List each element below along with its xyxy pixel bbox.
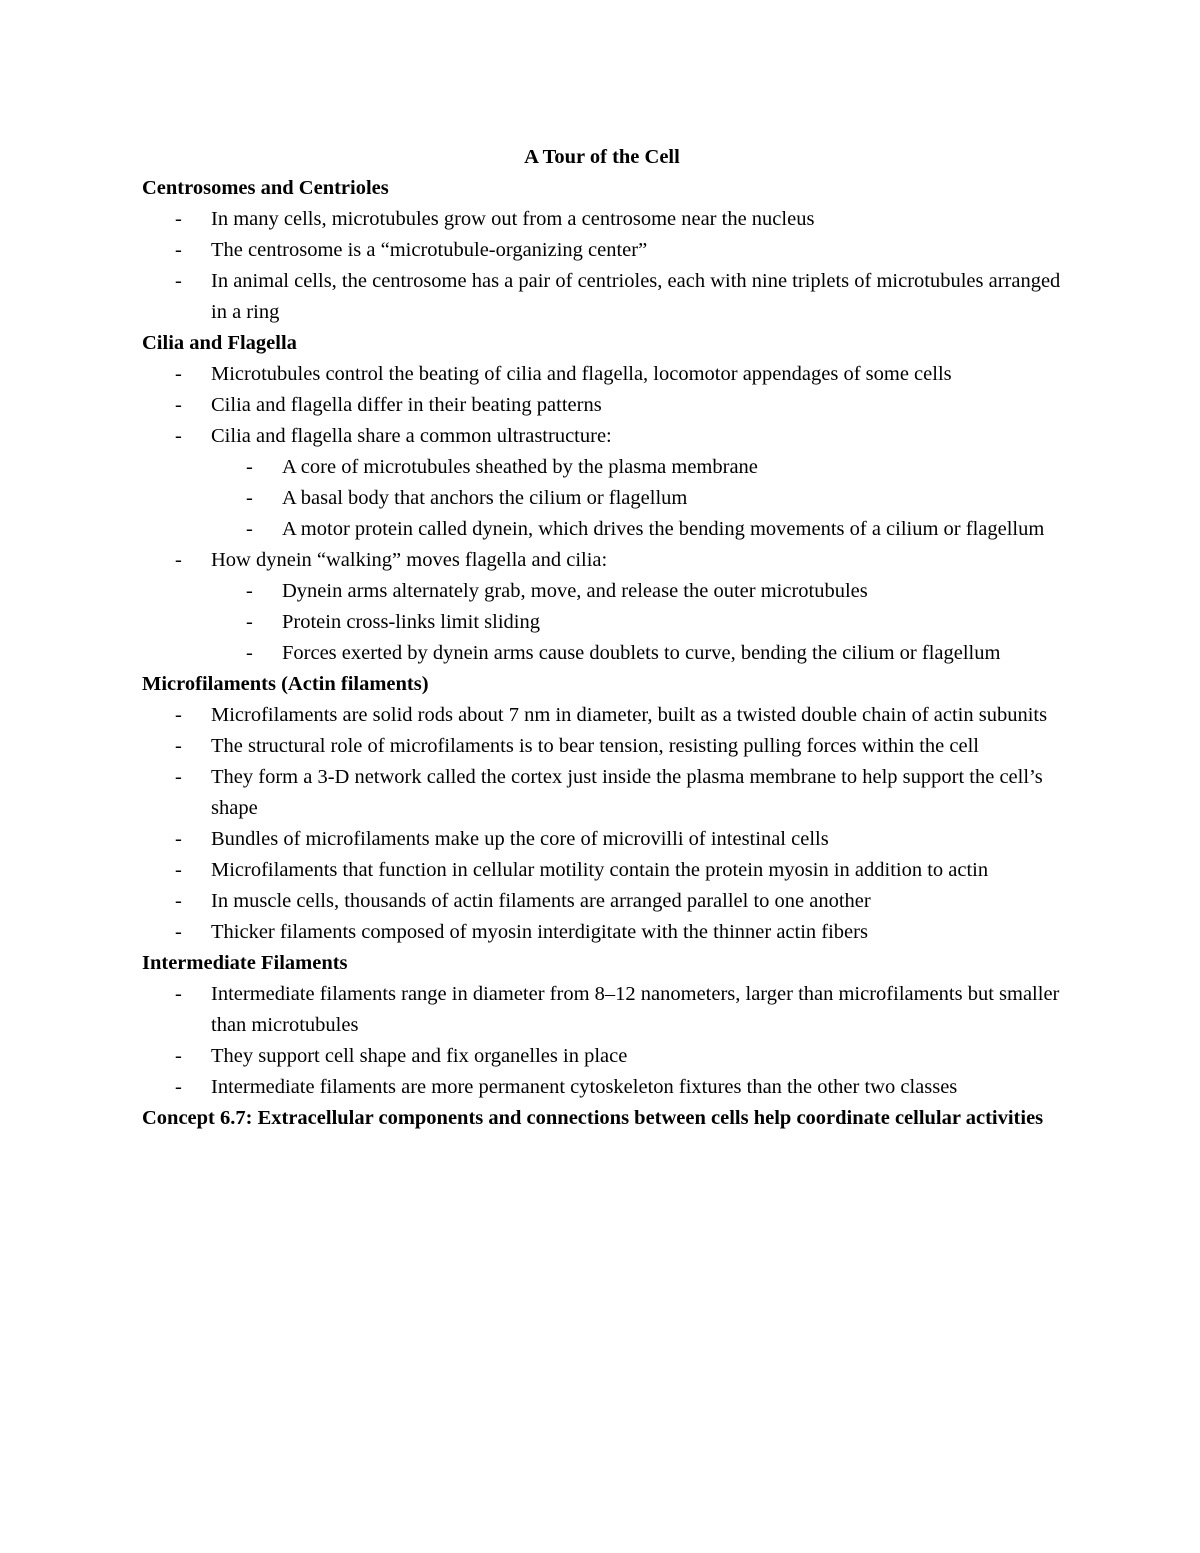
- section-heading: Intermediate Filaments: [142, 952, 348, 974]
- bullet-list: [142, 700, 1062, 948]
- list-item-text: In muscle cells, thousands of actin filaments are arranged parallel to one another: [211, 890, 871, 912]
- bullet-list: [142, 359, 1062, 669]
- dash-bullet-icon: [175, 421, 182, 452]
- sub-list-item-text: Dynein arms alternately grab, move, and release the outer microtubules: [282, 580, 868, 602]
- list-item-text: Cilia and flagella differ in their beating patterns: [211, 394, 602, 416]
- section: [142, 948, 1062, 1103]
- list-item: [142, 917, 1062, 948]
- sub-list-item-text: A basal body that anchors the cilium or flagellum: [282, 487, 688, 509]
- list-item: [142, 235, 1062, 266]
- list-item-text: The centrosome is a “microtubule-organizing center”: [211, 239, 648, 261]
- sub-list-item: [211, 607, 1062, 638]
- dash-bullet-icon: [175, 700, 182, 731]
- list-item: [142, 762, 1062, 824]
- list-item-text: How dynein “walking” moves flagella and cilia:: [211, 549, 608, 571]
- section-heading: Microfilaments (Actin filaments): [142, 673, 429, 695]
- dash-bullet-icon: [175, 824, 182, 855]
- list-item: [142, 421, 1062, 545]
- dash-bullet-icon: [175, 731, 182, 762]
- dash-bullet-icon: [175, 979, 182, 1010]
- list-item-text: Microfilaments are solid rods about 7 nm in diameter, built as a twisted double chain of actin subunits: [211, 704, 1048, 726]
- list-item-text: In many cells, microtubules grow out from a centrosome near the nucleus: [211, 208, 815, 230]
- document-title: A Tour of the Cell: [524, 146, 680, 168]
- section: [142, 173, 1062, 328]
- list-item-text: Cilia and flagella share a common ultrastructure:: [211, 425, 612, 447]
- document-body: [142, 173, 1062, 1134]
- dash-bullet-icon: [175, 886, 182, 917]
- list-item: [142, 979, 1062, 1041]
- dash-bullet-icon: [246, 483, 253, 514]
- section-heading: Centrosomes and Centrioles: [142, 177, 389, 199]
- bullet-list: [142, 979, 1062, 1103]
- sub-list-item: [211, 576, 1062, 607]
- list-item-text: Intermediate filaments are more permanent cytoskeleton fixtures than the other two classes: [211, 1076, 958, 1098]
- list-item: [142, 731, 1062, 762]
- dash-bullet-icon: [175, 390, 182, 421]
- dash-bullet-icon: [175, 917, 182, 948]
- sub-list-item-text: A motor protein called dynein, which drives the bending movements of a cilium or flagellum: [282, 518, 1045, 540]
- dash-bullet-icon: [175, 1072, 182, 1103]
- list-item-text: They form a 3-D network called the cortex just inside the plasma membrane to help support the cell’s shape: [211, 766, 1043, 819]
- dash-bullet-icon: [175, 235, 182, 266]
- dash-bullet-icon: [246, 452, 253, 483]
- section: [142, 1103, 1062, 1134]
- list-item-text: In animal cells, the centrosome has a pair of centrioles, each with nine triplets of microtubules arranged in a ring: [211, 270, 1061, 323]
- dash-bullet-icon: [175, 1041, 182, 1072]
- list-item: [142, 545, 1062, 669]
- dash-bullet-icon: [175, 204, 182, 235]
- list-item-text: Bundles of microfilaments make up the core of microvilli of intestinal cells: [211, 828, 829, 850]
- section-heading: Concept 6.7: Extracellular components and connections between cells help coordinate cellular activities: [142, 1107, 1044, 1129]
- list-item: [142, 1072, 1062, 1103]
- list-item-text: Thicker filaments composed of myosin interdigitate with the thinner actin fibers: [211, 921, 868, 943]
- list-item: [142, 359, 1062, 390]
- list-item: [142, 886, 1062, 917]
- list-item-text: Microtubules control the beating of cilia and flagella, locomotor appendages of some cells: [211, 363, 952, 385]
- sub-bullet-list: [211, 452, 1062, 545]
- dash-bullet-icon: [175, 855, 182, 886]
- sub-list-item-text: A core of microtubules sheathed by the plasma membrane: [282, 456, 758, 478]
- document-page: [142, 142, 1062, 1134]
- section: [142, 328, 1062, 669]
- dash-bullet-icon: [246, 638, 253, 669]
- section: [142, 669, 1062, 948]
- sub-list-item-text: Protein cross-links limit sliding: [282, 611, 540, 633]
- dash-bullet-icon: [246, 607, 253, 638]
- list-item: [142, 266, 1062, 328]
- list-item: [142, 204, 1062, 235]
- list-item-text: The structural role of microfilaments is to bear tension, resisting pulling forces within the cell: [211, 735, 979, 757]
- section-heading: Cilia and Flagella: [142, 332, 297, 354]
- sub-list-item-text: Forces exerted by dynein arms cause doublets to curve, bending the cilium or flagellum: [282, 642, 1001, 664]
- list-item: [142, 1041, 1062, 1072]
- dash-bullet-icon: [246, 514, 253, 545]
- list-item: [142, 824, 1062, 855]
- list-item-text: They support cell shape and fix organelles in place: [211, 1045, 628, 1067]
- list-item-text: Intermediate filaments range in diameter from 8–12 nanometers, larger than microfilaments but smaller than microtubules: [211, 983, 1060, 1036]
- bullet-list: [142, 204, 1062, 328]
- dash-bullet-icon: [175, 359, 182, 390]
- dash-bullet-icon: [175, 762, 182, 793]
- dash-bullet-icon: [175, 266, 182, 297]
- dash-bullet-icon: [246, 576, 253, 607]
- sub-list-item: [211, 514, 1062, 545]
- list-item-text: Microfilaments that function in cellular motility contain the protein myosin in addition to actin: [211, 859, 989, 881]
- sub-list-item: [211, 638, 1062, 669]
- sub-list-item: [211, 483, 1062, 514]
- sub-list-item: [211, 452, 1062, 483]
- dash-bullet-icon: [175, 545, 182, 576]
- sub-bullet-list: [211, 576, 1062, 669]
- list-item: [142, 855, 1062, 886]
- list-item: [142, 700, 1062, 731]
- list-item: [142, 390, 1062, 421]
